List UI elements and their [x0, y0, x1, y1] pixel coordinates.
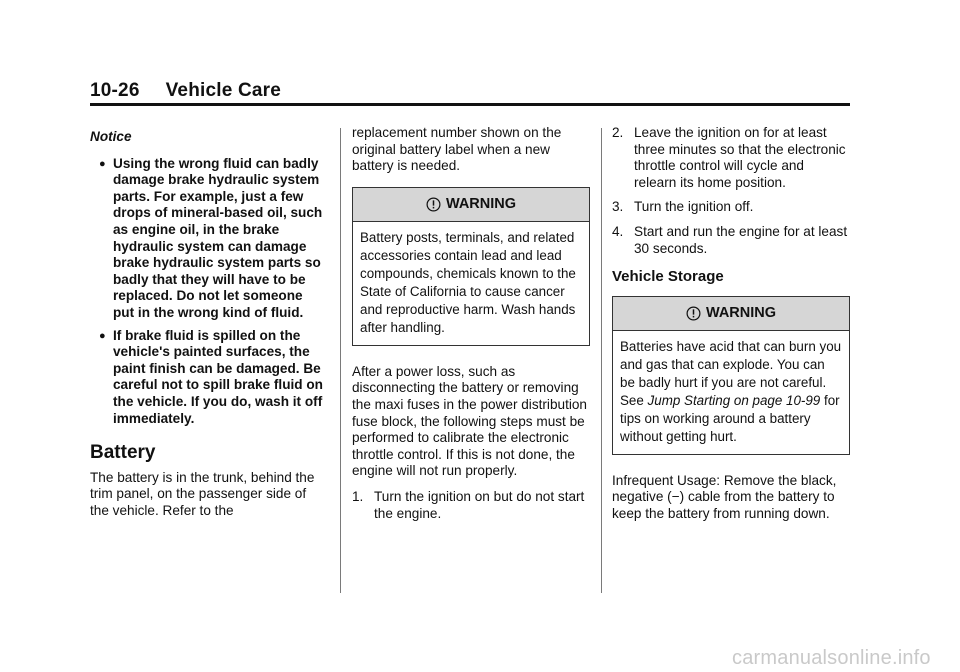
step-item [352, 489, 590, 522]
step-text: Leave the ignition on for at least three minutes so that the electronic throttle control will cycle and relearn its home position. [634, 125, 846, 190]
warning-box-acid [612, 296, 850, 455]
bullet-icon: ● [99, 329, 106, 342]
column-3 [612, 125, 850, 523]
warning-header [613, 297, 849, 331]
warning-text-part: for tips on working around a battery without getting hurt. [620, 392, 840, 444]
page-number: 10-26 [90, 80, 140, 101]
warning-text: Battery posts, terminals, and related accessories contain lead and lead compounds, chemicals known to the State of California to cause cancer and reproductive harm. Wash hands after handling. [360, 229, 576, 335]
warning-label: WARNING [445, 195, 517, 212]
step-text: Turn the ignition off. [634, 199, 754, 215]
warning-header [353, 188, 589, 222]
warning-text [613, 331, 849, 454]
vehicle-storage-heading: Vehicle Storage [612, 268, 724, 286]
step-text: Turn the ignition on but do not start the engine. [374, 488, 585, 521]
header-rule [90, 103, 850, 106]
power-loss-paragraph: After a power loss, such as disconnecting the battery or removing the maxi fuses in the power distribution fuse block, the following steps must be performed to calibrate the electronic throttle control. If this is not done, the engine will not run properly. [352, 363, 587, 479]
warning-icon [426, 197, 441, 212]
notice-bullet-text: If brake fluid is spilled on the vehicle's painted surfaces, the paint finish can be damaged. Be careful not to spill brake fluid on the vehicle. If you do, wash it off immediately. [113, 327, 323, 426]
section-name: Vehicle Care [165, 80, 282, 101]
bullet-icon: ● [99, 157, 106, 170]
page-header [90, 80, 281, 102]
step-text: Start and run the engine for at least 30 seconds. [634, 223, 848, 256]
jump-starting-link[interactable]: Jump Starting on page 10-99 [647, 392, 821, 408]
battery-heading: Battery [90, 442, 156, 464]
step-item [612, 199, 850, 216]
notice-bullet [90, 328, 326, 428]
warning-text-part: Batteries have acid that can burn you and gas that can explode. You can be badly hurt if you are not careful. See [620, 338, 842, 408]
column-2 [352, 125, 590, 530]
step-number: 4. [612, 223, 624, 239]
battery-paragraph: The battery is in the trunk, behind the trim panel, on the passenger side of the vehicle. Refer to the [90, 469, 315, 518]
replacement-paragraph: replacement number shown on the original battery label when a new battery is needed. [352, 125, 562, 174]
notice-bullet [90, 156, 326, 322]
column-1 [90, 125, 326, 519]
step-number: 1. [352, 488, 364, 504]
step-item [612, 125, 850, 191]
step-item [612, 224, 850, 257]
notice-bullet-text: Using the wrong fluid can badly damage brake hydraulic system parts. For example, just a few drops of mineral-based oil, such as engine oil, in the brake hydraulic system can damage brake hydraulic system parts so badly that they will have to be replaced. Do not let someone put in the wrong kind of fluid. [113, 155, 323, 320]
warning-label: WARNING [705, 304, 777, 321]
infrequent-usage-paragraph: Infrequent Usage: Remove the black, negative (−) cable from the battery to keep the battery from running down. [612, 472, 837, 521]
column-divider-1 [340, 128, 341, 593]
watermark: carmanualsonline.info [732, 647, 931, 669]
step-number: 2. [612, 125, 624, 140]
warning-icon [686, 306, 701, 321]
warning-box-lead [352, 187, 590, 346]
notice-title: Notice [90, 129, 132, 144]
column-divider-2 [601, 128, 602, 593]
step-number: 3. [612, 199, 624, 215]
